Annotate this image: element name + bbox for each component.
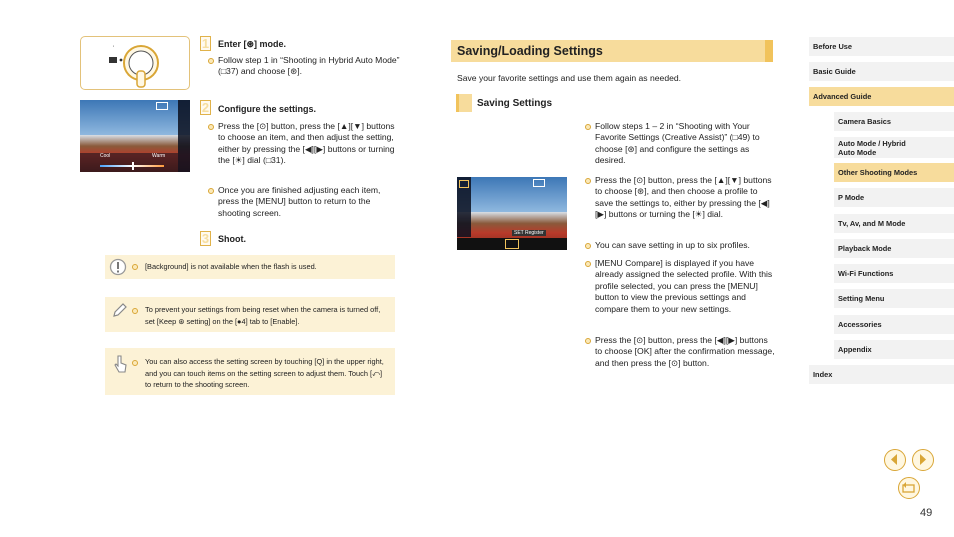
nav-wifi-functions[interactable]: Wi-Fi Functions (834, 264, 954, 283)
step-number-1: 1 (201, 36, 210, 51)
intro-text: Save your favorite settings and use them again as needed. (457, 73, 682, 83)
center-bullet-4: [MENU Compare] is displayed if you have already assigned the selected profile. With this profile selected, you can press the [MENU] button to view the previous settings and compare them to your new settings. (595, 258, 773, 314)
nav-before-use[interactable]: Before Use (809, 37, 954, 56)
center-bullet-3: You can save setting in up to six profiles. (595, 240, 750, 250)
arrow-left-icon (885, 450, 904, 469)
center-bullet-5: Press the [⊙] button, press the [◀][▶] buttons to choose [OK] after the confirmation message, and then press the [⊙] button. (595, 335, 775, 368)
screen-label-warm: Warm (152, 153, 166, 159)
center-bullet-1: Follow steps 1 – 2 in “Shooting with Your Favorite Settings (Creative Assist)” (□49) to choose [⊛] and configure the settings as desired. (595, 121, 760, 166)
subheading: Saving Settings (477, 98, 553, 109)
bullet-icon (132, 264, 138, 270)
page-title: Saving/Loading Settings (457, 44, 603, 58)
back-icon (533, 179, 545, 187)
nav-auto-mode[interactable]: Auto Mode / Hybrid Auto Mode (834, 137, 954, 158)
camera-screen-creative-assist (80, 100, 190, 172)
step1-title: Enter [⊛] mode. (218, 39, 287, 49)
return-icon (899, 478, 918, 497)
note-text: To prevent your settings from being reset when the camera is turned off, set [Keep ⊛ setting] on the [●4] tab to [Enable]. (145, 305, 381, 326)
screen-label-cool: Cool (100, 153, 111, 159)
previous-page-button[interactable] (884, 449, 906, 471)
nav-p-mode[interactable]: P Mode (834, 188, 954, 207)
pencil-icon (111, 301, 129, 319)
nav-other-shooting-modes[interactable]: Other Shooting Modes (834, 163, 954, 182)
step1-bullet: Follow step 1 in “Shooting in Hybrid Auto Mode” (□37) and choose [⊛]. (218, 55, 400, 77)
page-number: 49 (920, 507, 933, 519)
nav-accessories[interactable]: Accessories (834, 315, 954, 334)
svg-text:': ' (113, 46, 115, 52)
note-caution (105, 255, 395, 279)
nav-index[interactable]: Index (809, 365, 954, 384)
nav-advanced-guide[interactable]: Advanced Guide (809, 87, 954, 106)
mode-dial-icon (103, 41, 165, 89)
subheading-marker (456, 94, 472, 112)
camera-screen-register (457, 177, 567, 250)
next-page-button[interactable] (912, 449, 934, 471)
bullet-icon (585, 243, 591, 249)
return-button[interactable] (898, 477, 920, 499)
register-label: SET Register (514, 230, 544, 236)
bullet-icon (132, 360, 138, 366)
arrow-right-icon (913, 450, 932, 469)
bullet-icon (208, 124, 214, 130)
caution-icon (109, 258, 127, 276)
step-number-3: 3 (201, 231, 210, 246)
back-icon (156, 102, 168, 110)
nav-appendix[interactable]: Appendix (834, 340, 954, 359)
bullet-icon (585, 261, 591, 267)
bullet-icon (132, 308, 138, 314)
nav-camera-basics[interactable]: Camera Basics (834, 112, 954, 131)
step2-title: Configure the settings. (218, 104, 317, 114)
nav-playback-mode[interactable]: Playback Mode (834, 239, 954, 258)
nav-tv-av-m-mode[interactable]: Tv, Av, and M Mode (834, 214, 954, 233)
note-text: [Background] is not available when the flash is used. (145, 262, 317, 271)
step-number-2: 2 (201, 100, 210, 115)
bullet-icon (585, 124, 591, 130)
step2-bullet-2: Once you are finished adjusting each item, press the [MENU] button to return to the shooting screen. (218, 185, 381, 218)
note-text: You can also access the setting screen by touching [Q] in the upper right, and you can touch items on the setting screen to adjust them. Touch [⤺] to return to the shooting screen. (145, 357, 384, 390)
step3-title: Shoot. (218, 234, 246, 244)
center-bullet-2: Press the [⊙] button, press the [▲][▼] buttons to choose [⊛], and then choose a profile to save the settings to, either by pressing the [◀][▶] buttons or turning the [☀] dial. (595, 175, 772, 220)
note-touch (105, 348, 395, 395)
touch-hand-icon (111, 353, 129, 375)
bullet-icon (208, 188, 214, 194)
bullet-icon (208, 58, 214, 64)
mode-dial-illustration (80, 36, 190, 90)
section-heading-bar (451, 40, 773, 62)
step2-bullet-1: Press the [⊙] button, press the [▲][▼] buttons to choose an item, and then adjust the setting, either by pressing the [◀][▶] buttons or turning the [☀] dial (□31). (218, 121, 395, 166)
nav-setting-menu[interactable]: Setting Menu (834, 289, 954, 308)
note-memo (105, 297, 395, 332)
bullet-icon (585, 178, 591, 184)
bullet-icon (585, 338, 591, 344)
nav-basic-guide[interactable]: Basic Guide (809, 62, 954, 81)
